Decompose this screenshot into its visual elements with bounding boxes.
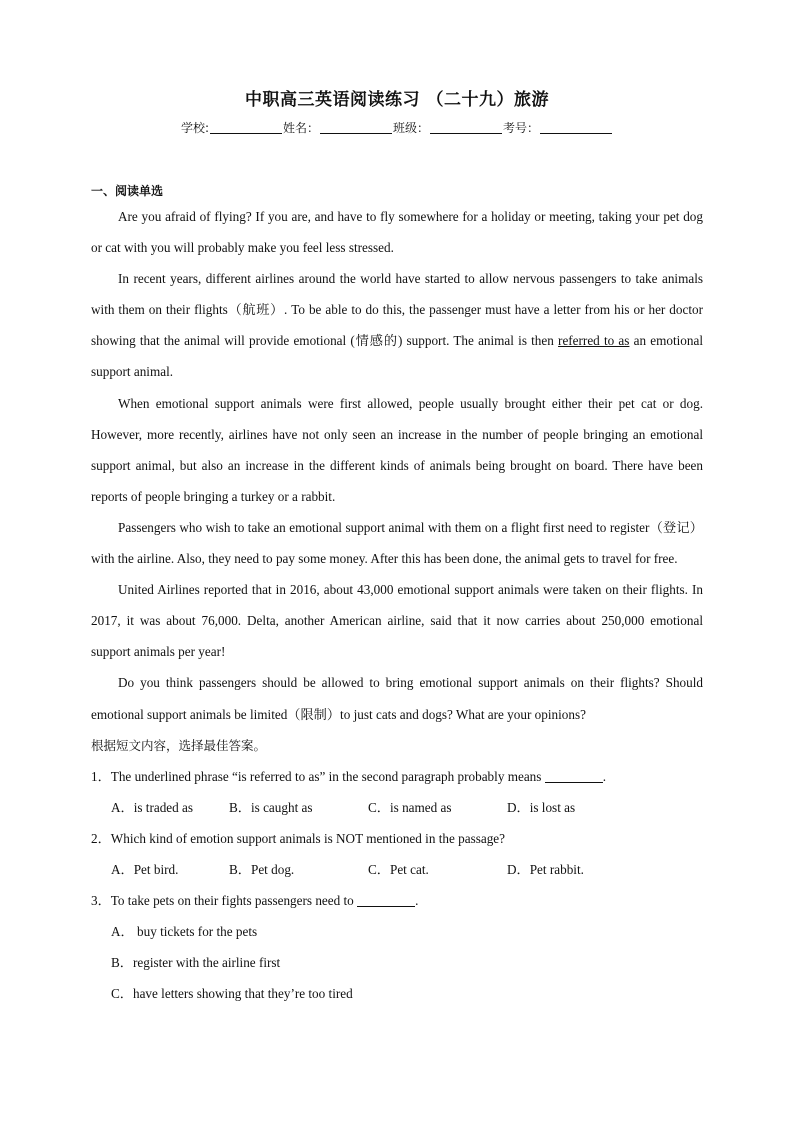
paragraph-5: United Airlines reported that in 2016, about 43,000 emotional support animals were taken on their flights. In 2017, it was about 76,000. Delta, another American airline, said that it now carries about 250,000 emotional support animals per year! (91, 582, 703, 660)
option-c[interactable]: C．Pet cat. (368, 861, 429, 877)
student-info-line (0, 119, 794, 136)
paragraph-3: When emotional support animals were first allowed, people usually brought either their pet cat or dog. However, more recently, airlines have not only seen an increase in the number of people bringing an emotional support animal, but also an increase in the different kinds of animals being brought on board. There have been reports of people bringing a turkey or a rabbit. (91, 395, 703, 504)
question-3-option-a[interactable]: A． buy tickets for the pets (111, 924, 258, 940)
question-3-option-b[interactable]: B．register with the airline first (111, 955, 281, 971)
instruction: 根据短文内容，选择最佳答案。 (91, 737, 267, 753)
question-1-options (91, 792, 703, 823)
option-a[interactable]: A．Pet bird. (111, 861, 179, 877)
question-1: 1．The underlined phrase “is referred to as” in the second paragraph probably means . (91, 768, 606, 784)
underlined-phrase: referred to as (558, 333, 630, 349)
exam-no-label: 考号： (503, 121, 540, 135)
class-label: 班级： (393, 121, 430, 135)
name-blank[interactable] (320, 121, 392, 134)
option-a[interactable]: A．is traded as (111, 799, 194, 815)
option-d[interactable]: D．Pet rabbit. (507, 861, 584, 877)
exam-no-blank[interactable] (540, 121, 612, 134)
answer-blank[interactable] (357, 894, 415, 907)
option-b[interactable]: B．Pet dog. (229, 861, 295, 877)
paragraph-2: In recent years, different airlines around the world have started to allow nervous passengers to take animals with them on their flights（航班）. To be able to do this, the passenger must have a letter from his or her doctor showing that the animal will provide emotional (情感的) support. The animal is then referred to as an emotional support animal. (91, 271, 704, 380)
paragraph-1: Are you afraid of flying? If you are, and have to fly somewhere for a holiday or meeting, taking your pet dog or cat with you will probably make you feel less stressed. (91, 209, 703, 256)
question-3-option-c[interactable]: C．have letters showing that they’re too tired (111, 986, 353, 1002)
school-label: 学校: (180, 121, 209, 135)
paragraph-4: Passengers who wish to take an emotional support animal with them on a flight first need to register（登记）with the airline. Also, they need to pay some money. After this has been done, the animal gets to travel for free. (91, 519, 703, 567)
paragraph-6: Do you think passengers should be allowed to bring emotional support animals on their flights? Should emotional support animals be limited（限制）to just cats and dogs? What are your opinions? (91, 675, 703, 722)
question-3: 3．To take pets on their fights passengers need to . (91, 893, 419, 909)
reading-body (91, 201, 703, 1009)
section-title: 一、阅读单选 (91, 184, 164, 198)
option-c[interactable]: C．is named as (368, 799, 452, 815)
question-2-options (91, 854, 703, 885)
school-blank[interactable] (210, 121, 282, 134)
option-b[interactable]: B．is caught as (229, 799, 313, 815)
answer-blank[interactable] (545, 770, 603, 783)
question-2: 2．Which kind of emotion support animals is NOT mentioned in the passage? (91, 830, 505, 846)
page-title: 中职高三英语阅读练习 （二十九）旅游 (245, 90, 549, 110)
class-blank[interactable] (430, 121, 502, 134)
option-d[interactable]: D．is lost as (507, 799, 576, 815)
name-label: 姓名： (283, 121, 320, 135)
